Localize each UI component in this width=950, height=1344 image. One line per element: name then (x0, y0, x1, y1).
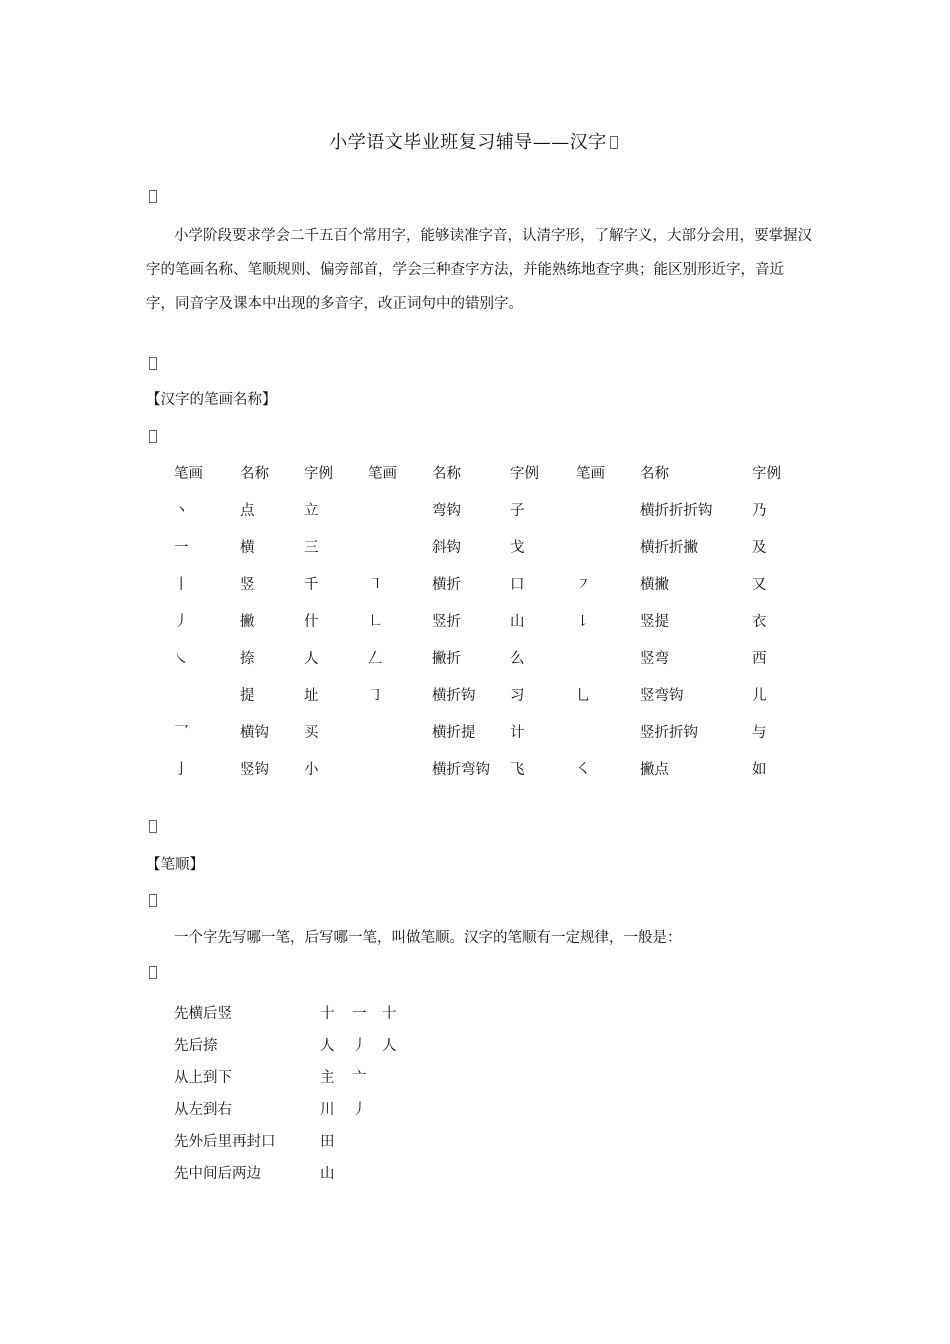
stroke-name: 横折折撇 (640, 540, 698, 556)
document-title (0, 128, 950, 154)
stroke-name: 撇点 (640, 762, 669, 778)
example-char: 么 (510, 651, 525, 667)
example-char: 如 (752, 762, 767, 778)
header-cell: 字例 (304, 466, 333, 482)
stroke-name: 竖提 (640, 614, 669, 630)
list-item (146, 1098, 546, 1130)
stroke-name: 捺 (240, 651, 255, 667)
stroke-glyph: 亅 (174, 762, 189, 778)
stroke-name: 横 (240, 540, 255, 556)
example-char: 立 (304, 503, 319, 519)
stroke-glyph: 一 (174, 540, 189, 556)
example-char: 儿 (752, 688, 767, 704)
example-char: 小 (304, 762, 319, 778)
stroke-name: 横折 (432, 577, 461, 593)
stroke-name: 竖折 (432, 614, 461, 630)
blank-line-marker (146, 428, 160, 448)
example-char: 址 (304, 688, 319, 704)
placeholder-glyph-icon (149, 190, 157, 203)
example-char: 戈 (510, 540, 525, 556)
document-title-text: 小学语文毕业班复习辅导——汉字 (329, 132, 607, 153)
rule-example: 田 (320, 1134, 335, 1150)
rule-example: 川 (320, 1102, 335, 1118)
rule-name: 先中间后两边 (174, 1166, 261, 1182)
stroke-name: 点 (240, 503, 255, 519)
stroke-glyph: 乚 (576, 688, 591, 704)
stroke-name: 横折折折钩 (640, 503, 713, 519)
table-row (146, 499, 816, 536)
stroke-glyph: ㇙ (576, 614, 591, 630)
example-char: 西 (752, 651, 767, 667)
table-row (146, 721, 816, 758)
example-char: 乃 (752, 503, 767, 519)
table-row (146, 758, 816, 795)
rule-example: 人 (320, 1038, 335, 1054)
rule-example: 山 (320, 1166, 335, 1182)
stroke-glyph: 丶 (174, 503, 189, 519)
table-row (146, 610, 816, 647)
order-intro: 一个字先写哪一笔，后写哪一笔，叫做笔顺。汉字的笔顺有一定规律，一般是： (174, 930, 682, 946)
rule-name: 先后捺 (174, 1038, 218, 1054)
example-char: 山 (510, 614, 525, 630)
stroke-name: 横折钩 (432, 688, 476, 704)
rule-example: 主 (320, 1070, 335, 1086)
rule-step: 一 (352, 1006, 367, 1022)
stroke-glyph: 丿 (174, 614, 189, 630)
example-char: 飞 (510, 762, 525, 778)
rule-name: 从上到下 (174, 1070, 232, 1086)
stroke-glyph: ㇏ (174, 651, 189, 667)
list-item (146, 1002, 546, 1034)
placeholder-glyph-icon (610, 136, 618, 149)
stroke-name: 横折弯钩 (432, 762, 490, 778)
header-cell: 名称 (640, 466, 669, 482)
example-char: 习 (510, 688, 525, 704)
example-char: 计 (510, 725, 525, 741)
example-char: 子 (510, 503, 525, 519)
blank-line-marker (146, 355, 160, 375)
blank-line-marker (146, 892, 160, 912)
stroke-name: 撇折 (432, 651, 461, 667)
example-char: 人 (304, 651, 319, 667)
example-char: 什 (304, 614, 319, 630)
example-char: 买 (304, 725, 319, 741)
rule-step: 丿 (352, 1102, 367, 1118)
header-cell: 笔画 (576, 466, 605, 482)
list-item (146, 1130, 546, 1162)
stroke-name: 竖折折钩 (640, 725, 698, 741)
rule-name: 先横后竖 (174, 1006, 232, 1022)
stroke-glyph: ㇆ (368, 688, 383, 704)
rule-name: 从左到右 (174, 1102, 232, 1118)
stroke-glyph: 乛 (174, 725, 189, 741)
table-row (146, 647, 816, 684)
stroke-name: 竖 (240, 577, 255, 593)
placeholder-glyph-icon (149, 820, 157, 833)
stroke-name: 提 (240, 688, 255, 704)
header-cell: 名称 (432, 466, 461, 482)
stroke-name: 弯钩 (432, 503, 461, 519)
blank-line-marker (146, 818, 160, 838)
blank-line-marker (146, 964, 160, 984)
stroke-name: 撇 (240, 614, 255, 630)
stroke-name: 竖弯 (640, 651, 669, 667)
intro-paragraph: 小学阶段要求学会二千五百个常用字，能够读准字音，认清字形，了解字义，大部分会用，要掌握汉字的笔画名称、笔顺规则、偏旁部首，学会三种查字方法，并能熟练地查字典；能区别形近字，音近字，同音字及课本中出现的多音字，改正词句中的错别字。 (146, 228, 812, 312)
example-char: 又 (752, 577, 767, 593)
placeholder-glyph-icon (149, 894, 157, 907)
example-char: 衣 (752, 614, 767, 630)
blank-line-marker (146, 188, 160, 208)
placeholder-glyph-icon (149, 357, 157, 370)
stroke-name: 横钩 (240, 725, 269, 741)
section-heading-strokes: 【汉字的笔画名称】 (146, 392, 277, 408)
stroke-name: 竖弯钩 (640, 688, 684, 704)
example-char: 口 (510, 577, 525, 593)
example-char: 千 (304, 577, 319, 593)
table-header-row (146, 462, 816, 499)
list-item (146, 1066, 546, 1098)
example-char: 三 (304, 540, 319, 556)
placeholder-glyph-icon (149, 430, 157, 443)
rule-step: 十 (382, 1006, 397, 1022)
rule-step: 亠 (352, 1070, 367, 1086)
table-row (146, 684, 816, 721)
stroke-name: 横折提 (432, 725, 476, 741)
example-char: 与 (752, 725, 767, 741)
header-cell: 字例 (752, 466, 781, 482)
stroke-glyph: 丨 (174, 577, 189, 593)
table-row (146, 573, 816, 610)
rule-step: 丿 (352, 1038, 367, 1054)
rule-name: 先外后里再封口 (174, 1134, 276, 1150)
stroke-glyph: ㇗ (368, 614, 383, 630)
rule-step: 人 (382, 1038, 397, 1054)
stroke-glyph: ㇕ (368, 577, 383, 593)
list-item (146, 1162, 546, 1194)
stroke-name-table (146, 462, 816, 795)
table-row (146, 536, 816, 573)
stroke-name: 竖钩 (240, 762, 269, 778)
placeholder-glyph-icon (149, 966, 157, 979)
stroke-glyph: ㇛ (576, 762, 591, 778)
stroke-order-rules (146, 1002, 546, 1194)
stroke-name: 横撇 (640, 577, 669, 593)
stroke-glyph: 𠃋 (368, 651, 383, 667)
stroke-glyph: ㇇ (576, 577, 591, 593)
stroke-name: 斜钩 (432, 540, 461, 556)
header-cell: 笔画 (368, 466, 397, 482)
header-cell: 字例 (510, 466, 539, 482)
list-item (146, 1034, 546, 1066)
rule-example: 十 (320, 1006, 335, 1022)
section-heading-order: 【笔顺】 (146, 857, 204, 873)
header-cell: 笔画 (174, 466, 203, 482)
header-cell: 名称 (240, 466, 269, 482)
example-char: 及 (752, 540, 767, 556)
